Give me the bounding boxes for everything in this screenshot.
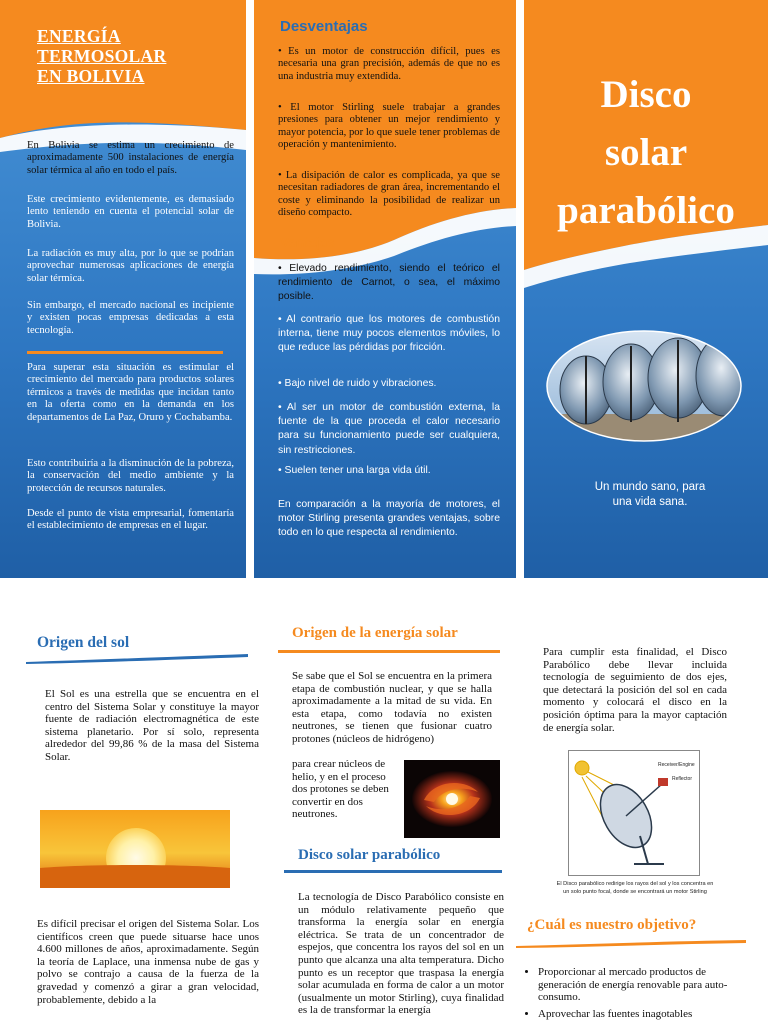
origen-sol-heading: Origen del sol xyxy=(37,634,130,651)
ventaja-item: • Al contrario que los motores de combustión interna, tiene muy pocos elementos móviles, lo que reduce las pérdidas por fricción. xyxy=(278,314,500,354)
heading-underline xyxy=(284,870,502,873)
objetivo-heading: ¿Cuál es nuestro objetivo? xyxy=(527,917,697,933)
ventaja-item: • Suelen tener una larga vida útil. xyxy=(278,465,431,476)
panel1-divider xyxy=(27,351,223,354)
panel1-paragraph: Sin embargo, el mercado nacional es incipiente y existen pocas empresas dedicadas a esta tecnología. xyxy=(27,300,234,336)
ventaja-item: • Bajo nivel de ruido y vibraciones. xyxy=(278,378,437,389)
disco-solar-paragraph: La tecnología de Disco Parabólico consiste en un módulo relativamente pequeño que transforma la energía solar en energía eléctrica. Se trata de un concentrador de espejos, que concentra los rayos del sol en un punto que alcanza una alta temperatura. Dicho punto es un receptor que traspasa la energía solar acumulada en forma de calor a un motor (usualmente un motor Stirling), cuya finalidad es la de transformar la energía xyxy=(298,891,504,1017)
panel1-paragraph: Este crecimiento evidentemente, es demasiado lento teniendo en cuenta el potencial solar de Bolivia. xyxy=(27,194,234,230)
ventaja-item: • Elevado rendimiento, siendo el teórico el rendimiento de Carnot, o sea, el máximo posible. xyxy=(278,263,500,303)
heading-underline xyxy=(26,654,248,664)
diagram-caption: El Disco parabólico redirige los rayos del sol y los concentra en un solo punto focal, donde se encontrará un motor Stirling xyxy=(556,881,714,895)
ventaja-item: • Al ser un motor de combustión externa, la fuente de la que proceda el calor necesario para su funcionamiento puede ser cualquiera, sin restricciones. xyxy=(278,402,500,456)
sun-sunset-image xyxy=(40,810,230,888)
panel1-title xyxy=(37,26,166,86)
galaxy-image xyxy=(404,760,500,838)
diagram-receiver-label: Receiver/Engine xyxy=(658,762,695,768)
panel1-title-line3: EN BOLIVIA xyxy=(37,66,145,86)
finalidad-paragraph: Para cumplir esta finalidad, el Disco Parabólico debe llevar incluida tecnología de seguimiento de dos ejes, que detectará la posición del sol en cada momento y colocará el disco en la posición óptima para la mayor captación de energía solar. xyxy=(543,646,727,734)
panel-cover xyxy=(524,0,768,578)
panel-energia-termosolar xyxy=(0,0,246,578)
brochure-inside xyxy=(0,592,768,1024)
panel1-paragraph: Para superar esta situación es estimular el crecimiento del mercado para productos solares térmicos a través de medidas que incidan tanto en la oferta como en la demanda en los departamentos de La Paz, Oruro y Cochabamba. xyxy=(27,362,234,423)
panel1-paragraph: La radiación es muy alta, por lo que se podrían aprovechar numerosas aplicaciones de energía solar térmica. xyxy=(27,248,234,284)
panel1-paragraph: Esto contribuiría a la disminución de la pobreza, la conservación del medio ambiente y la protección de recursos naturales. xyxy=(27,458,234,494)
origen-energia-heading: Origen de la energía solar xyxy=(292,625,458,641)
origen-energia-paragraph: Se sabe que el Sol se encuentra en la primera etapa de combustión nuclear, y que se halla aproximadamente a la mitad de su vida. En esta etapa, como todavía no existen neutrones, se tienen que fusionar cuatro protones (núcleos de hidrógeno) xyxy=(292,670,492,745)
objective-item: • Proporcionar al mercado productos de generación de energía renovable para auto-consumo. xyxy=(538,966,730,1004)
desventajas-heading: Desventajas xyxy=(280,18,368,35)
dish-diagram xyxy=(568,750,700,876)
cover-slogan-line2: una vida sana. xyxy=(612,496,688,508)
origen-sol-paragraph: El Sol es una estrella que se encuentra en el centro del Sistema Solar y constituye la mayor fuente de radiación electromagnética de este sistema planetario. Por sí solo, representa alrededor del 99,86 % de la masa del Sistema Solar. xyxy=(45,688,259,763)
objectives-list xyxy=(520,966,730,1024)
heading-underline xyxy=(278,650,500,653)
cover-title-line3: parabólico xyxy=(557,189,735,232)
panel1-paragraph: Desde el punto de vista empresarial, fomentaría el establecimiento de empresas en el lugar. xyxy=(27,508,234,532)
disco-solar-heading: Disco solar parabólico xyxy=(298,847,441,863)
origen-sol-paragraph: Es difícil precisar el origen del Sistema Solar. Los científicos creen que puede situarse hace unos 4.600 millones de años, aproximadamente. Según la teoría de Laplace, una inmensa nube de gas y polvo se contrajo a causa de la fuerza de la gravedad y comenzó a girar a gran velocidad, probablemente, debido a la xyxy=(37,918,259,1006)
origen-energia-paragraph-cont: para crear núcleos de helio, y en el proceso dos protones se deben convertir en dos neutrones. xyxy=(292,758,389,821)
cover-title-line2: solar xyxy=(604,131,688,174)
desventaja-item: • El motor Stirling suele trabajar a grandes presiones para obtener un mejor rendimiento y mayor potencia, por lo que suele tener problemas de operación y mantenimiento. xyxy=(278,102,500,151)
cover-title xyxy=(524,66,768,240)
panel1-paragraph: En Bolivia se estima un crecimiento de aproximadamente 500 instalaciones de energía solar térmica al año en todo el país. xyxy=(27,140,234,176)
fold-line xyxy=(246,0,254,578)
cover-slogan xyxy=(524,480,768,510)
heading-underline xyxy=(516,940,746,948)
cover-slogan-line1: Un mundo sano, para xyxy=(594,481,706,493)
desventaja-item: • Es un motor de construcción difícil, pues es necesaria una gran precisión, además de que no es una industria muy extendida. xyxy=(278,46,500,82)
cover-title-line1: Disco xyxy=(600,73,692,116)
objective-item: • Aprovechar las fuentes inagotables xyxy=(538,1008,730,1021)
desventaja-item: • La disipación de calor es complicada, ya que se necesitan radiadores de gran área, incrementando el coste y eliminando la posibilidad de realizar un diseño compacto. xyxy=(278,170,500,219)
ventajas-heading: Ventajas xyxy=(280,235,335,250)
panel1-title-line1: ENERGÍA xyxy=(37,26,121,46)
cover-photo-dishes xyxy=(546,330,742,442)
panel-ventajas xyxy=(254,0,516,578)
fold-line xyxy=(516,0,524,578)
diagram-reflector-label: Reflector xyxy=(672,776,693,782)
panel1-title-line2: TERMOSOLAR xyxy=(37,46,167,66)
ventajas-conclusion: En comparación a la mayoría de motores, el motor Stirling presenta grandes ventajas, sobre todo en lo que respecta al rendimiento. xyxy=(278,499,500,539)
